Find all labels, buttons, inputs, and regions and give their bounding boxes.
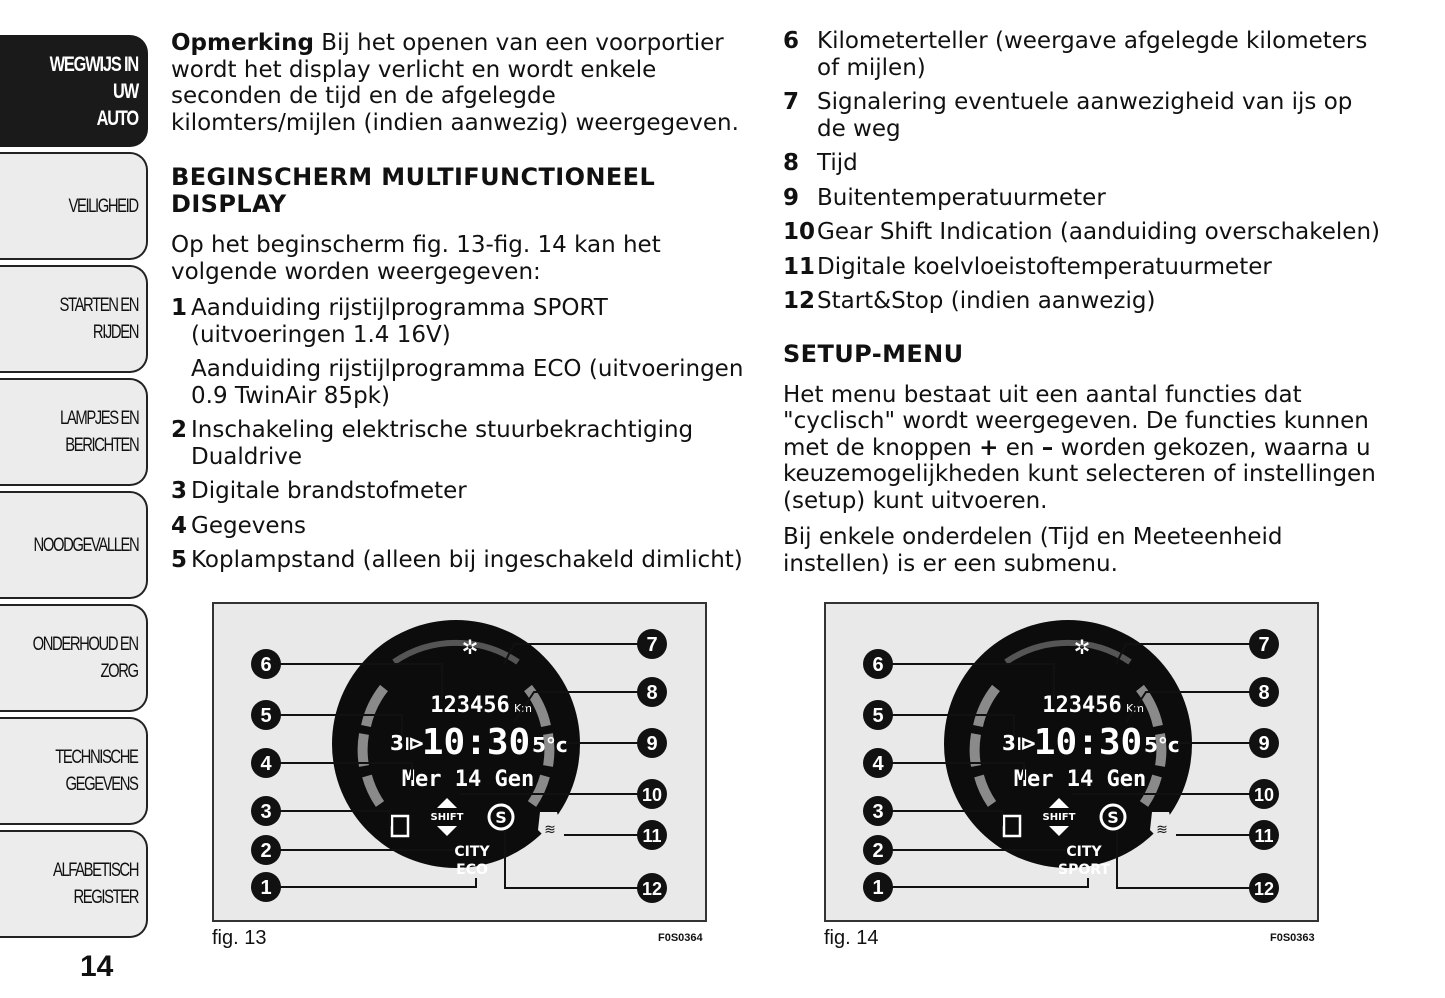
list-item	[783, 254, 1383, 281]
headlight-level-icon: 3⧐	[390, 731, 425, 755]
item-text: Inschakeling elektrische stuurbekrachtiging Dualdrive	[191, 417, 694, 470]
display-illustration	[214, 604, 705, 920]
display-illustration	[826, 604, 1317, 920]
item-text: Buitentemperatuurmeter	[817, 184, 1106, 211]
tab-lampjes-en-berichten[interactable]	[0, 378, 148, 486]
item-number: 5	[171, 547, 188, 573]
callout-number-7: 7	[1258, 634, 1270, 656]
minus-key: –	[1041, 434, 1054, 461]
date-display: Mer 14 Gen	[401, 767, 535, 792]
tab-wegwijs-in-uw-auto[interactable]	[0, 35, 148, 147]
item-number: 12	[783, 288, 816, 314]
item-text: Kilometerteller (weergave afgelegde kilometers of mijlen)	[817, 28, 1368, 81]
callout-number-6: 6	[260, 654, 272, 676]
callout-number-3: 3	[260, 801, 272, 823]
item-text: Digitale brandstofmeter	[191, 478, 467, 504]
submenu-paragraph: Bij enkele onderdelen (Tijd en Meeteenheid instellen) is er een submenu.	[783, 524, 1283, 577]
svg-text:≋: ≋	[1156, 822, 1168, 838]
item-number: 10	[783, 219, 816, 245]
list-subitem: Aanduiding rijstijlprogramma ECO (uitvoeringen 0.9 TwinAir 85pk)	[191, 356, 744, 409]
callout-number-2: 2	[872, 840, 884, 862]
odometer-unit: Km	[1126, 702, 1144, 715]
tab-label: LAMPJES EN BERICHTEN	[59, 408, 138, 456]
figure-code: F0S0363	[1270, 932, 1315, 944]
callout-number-1: 1	[872, 877, 884, 899]
section-heading: BEGINSCHERM MULTIFUNCTIONEEL DISPLAY	[171, 163, 656, 218]
list-item	[171, 513, 746, 540]
callout-number-1: 1	[260, 877, 272, 899]
callout-number-4: 4	[872, 753, 884, 775]
tab-alfabetisch-register[interactable]	[0, 830, 148, 938]
tab-label: ONDERHOUD EN ZORG	[32, 634, 138, 682]
item-text: Digitale koelvloeistoftemperatuurmeter	[817, 253, 1272, 280]
outside-temperature: 5°c	[1144, 733, 1180, 757]
clock-time: 10:30	[1033, 722, 1143, 763]
note-paragraph	[171, 30, 746, 136]
coolant-temperature-icon	[538, 812, 562, 842]
callout-number-8: 8	[646, 682, 658, 704]
item-number: 2	[171, 417, 188, 443]
list-item	[783, 89, 1383, 142]
list-item	[171, 295, 746, 348]
figure-13	[212, 602, 707, 922]
svg-text:≋: ≋	[544, 822, 556, 838]
tab-label: TECHNISCHE GEGEVENS	[55, 747, 138, 795]
item-text: Aanduiding rijstijlprogramma SPORT (uitvoeringen 1.4 16V)	[191, 295, 608, 348]
item-number: 7	[783, 89, 800, 115]
callout-number-10: 10	[641, 785, 663, 805]
item-text: Start&Stop (indien aanwezig)	[817, 288, 1156, 314]
right-column	[783, 28, 1383, 587]
tab-label: STARTEN EN RIJDEN	[59, 295, 138, 343]
tab-noodgevallen[interactable]	[0, 491, 148, 599]
ice-warning-icon: ✲	[461, 635, 479, 659]
tab-onderhoud-en-zorg[interactable]	[0, 604, 148, 712]
drive-mode-city: CITY	[454, 844, 490, 860]
figure-caption: fig. 14	[824, 927, 879, 949]
setup-text-a: Het menu bestaat uit een aantal functies dat "cyclisch" wordt weergegeven. De functies kunnen met de knoppen	[783, 381, 1369, 461]
item-text: Gegevens	[191, 512, 307, 539]
list-item	[783, 288, 1383, 315]
callout-number-11: 11	[642, 826, 662, 846]
callout-number-7: 7	[646, 634, 658, 656]
callout-number-9: 9	[1258, 733, 1270, 755]
callout-number-5: 5	[872, 705, 884, 727]
list-item	[171, 478, 746, 505]
intro-paragraph: Op het beginscherm fig. 13-fig. 14 kan het volgende worden weergegeven:	[171, 232, 661, 285]
callout-number-4: 4	[260, 753, 272, 775]
coolant-temperature-icon	[1150, 812, 1174, 842]
drive-mode-label: ECO	[456, 862, 488, 878]
callout-number-12: 12	[1253, 879, 1275, 899]
figure-code: F0S0364	[658, 932, 703, 944]
headlight-level-icon: 3⧐	[1002, 731, 1037, 755]
figure-caption: fig. 13	[212, 927, 267, 949]
tab-label: VEILIGHEID	[68, 195, 138, 217]
plus-key: +	[979, 434, 999, 461]
setup-text-c: worden gekozen, waarna u keuzemogelijkheden kunt selecteren of instellingen (setup) kunt uitvoeren.	[783, 434, 1376, 514]
callout-number-12: 12	[641, 879, 663, 899]
item-number: 6	[783, 28, 800, 54]
item-text: Koplampstand (alleen bij ingeschakeld dimlicht)	[191, 547, 743, 573]
list-item	[783, 185, 1383, 212]
list-item	[783, 219, 1383, 246]
list-item	[783, 28, 1383, 81]
svg-text:SHIFT: SHIFT	[430, 812, 464, 823]
left-column	[171, 30, 746, 582]
callout-number-2: 2	[260, 840, 272, 862]
item-number: 3	[171, 478, 188, 504]
clock-time: 10:30	[421, 722, 531, 763]
date-display: Mer 14 Gen	[1013, 767, 1147, 792]
tab-label: NOODGEVALLEN	[33, 534, 138, 556]
svg-text:S: S	[1107, 808, 1119, 827]
note-text: Bij het openen van een voorportier wordt het display verlicht en wordt enkele seconden de tijd en de afgelegde kilomters/mijlen (indien aanwezig) weergegeven.	[171, 30, 739, 136]
setup-paragraph	[783, 382, 1383, 515]
odometer-value: 123456	[1042, 693, 1122, 718]
outside-temperature: 5°c	[532, 733, 568, 757]
drive-mode-label: SPORT	[1058, 862, 1110, 878]
item-text: Tijd	[817, 150, 858, 176]
callout-number-10: 10	[1253, 785, 1275, 805]
svg-text:S: S	[495, 808, 507, 827]
callout-number-11: 11	[1254, 826, 1274, 846]
item-number: 8	[783, 150, 800, 176]
ice-warning-icon: ✲	[1073, 635, 1091, 659]
tab-label: ALFABETISCH REGISTER	[52, 860, 138, 908]
item-text: Gear Shift Indication (aanduiding overschakelen)	[817, 219, 1380, 245]
tab-label: WEGWIJS IN UW AUTO	[49, 52, 138, 130]
item-number: 4	[171, 512, 188, 539]
odometer-value: 123456	[430, 693, 510, 718]
list-item	[171, 417, 746, 470]
drive-mode-city: CITY	[1066, 844, 1102, 860]
tab-technische-gegevens[interactable]	[0, 717, 148, 825]
chapter-sidebar	[0, 35, 148, 943]
callout-number-8: 8	[1258, 682, 1270, 704]
list-item	[783, 150, 1383, 177]
section-heading: SETUP-MENU	[783, 339, 964, 368]
note-label: Opmerking	[171, 30, 314, 56]
item-number: 1	[171, 295, 188, 321]
figure-14	[824, 602, 1319, 922]
callout-number-3: 3	[872, 801, 884, 823]
page-number: 14	[80, 950, 114, 983]
callout-number-6: 6	[872, 654, 884, 676]
tab-starten-en-rijden[interactable]	[0, 265, 148, 373]
item-number: 11	[783, 253, 816, 280]
item-text: Signalering eventuele aanwezigheid van ijs op de weg	[817, 89, 1353, 142]
list-item	[171, 547, 746, 574]
callout-number-5: 5	[260, 705, 272, 727]
item-number: 9	[783, 184, 800, 211]
tab-veiligheid[interactable]	[0, 152, 148, 260]
odometer-unit: Km	[514, 702, 532, 715]
callout-number-9: 9	[646, 733, 658, 755]
svg-text:SHIFT: SHIFT	[1042, 812, 1076, 823]
setup-text-b: en	[998, 434, 1042, 461]
